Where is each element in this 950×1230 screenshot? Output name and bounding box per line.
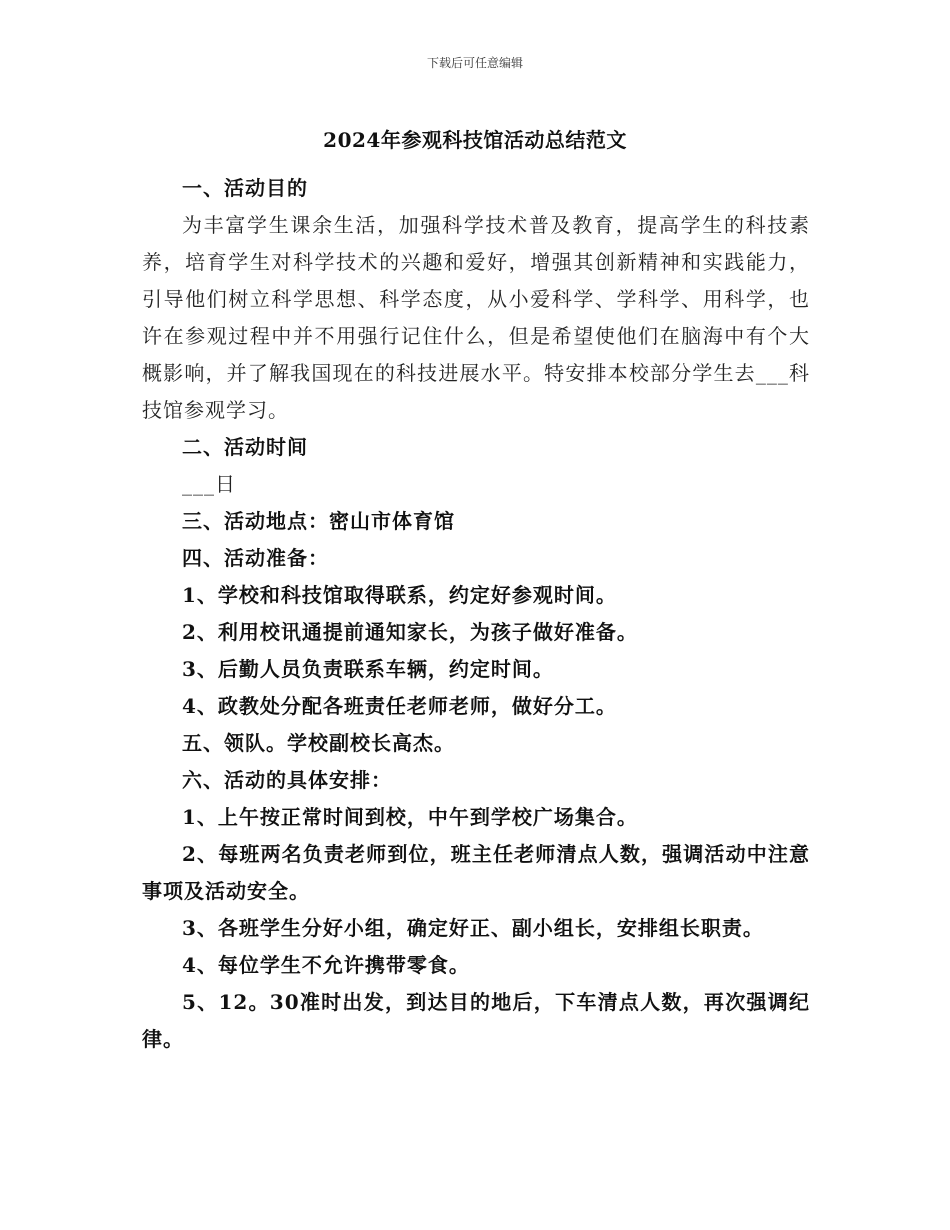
header-note: 下载后可任意编辑	[426, 56, 523, 70]
paragraph: 3、后勤人员负责联系车辆，约定时间。	[182, 657, 554, 681]
paragraph: 二、活动时间	[182, 435, 308, 459]
paragraph: 四、活动准备：	[182, 546, 329, 570]
paragraph: 三、活动地点：密山市体育馆	[182, 509, 455, 533]
paragraph: 2、利用校讯通提前通知家长，为孩子做好准备。	[182, 620, 638, 644]
document-title: 2024年参观科技馆活动总结范文	[323, 128, 627, 152]
paragraph: 一、活动目的	[182, 176, 308, 200]
paragraph: 1、上午按正常时间到校，中午到学校广场集合。	[182, 805, 638, 829]
paragraph: 3、各班学生分好小组，确定好正、副小组长，安排组长职责。	[182, 916, 764, 940]
document-body	[142, 170, 810, 1058]
paragraph: ___日	[182, 472, 236, 496]
paragraph: 2、每班两名负责老师到位，班主任老师清点人数，强调活动中注意事项及活动安全。	[142, 842, 810, 903]
paragraph: 为丰富学生课余生活，加强科学技术普及教育，提高学生的科技素养，培育学生对科学技术的兴趣和爱好，增强其创新精神和实践能力，引导他们树立科学思想、科学态度，从小爱科学、学科学、用科学，也许在参观过程中并不用强行记住什么，但是希望使他们在脑海中有个大概影响，并了解我国现在的科技进展水平。特安排本校部分学生去___科技馆参观学习。	[142, 213, 810, 422]
paragraph: 1、学校和科技馆取得联系，约定好参观时间。	[182, 583, 617, 607]
paragraph: 五、领队。学校副校长高杰。	[182, 731, 455, 755]
paragraph: 4、政教处分配各班责任老师老师，做好分工。	[182, 694, 617, 718]
paragraph: 六、活动的具体安排：	[182, 768, 392, 792]
paragraph: 4、每位学生不允许携带零食。	[182, 953, 470, 977]
paragraph: 5、12。30准时出发，到达目的地后，下车清点人数，再次强调纪律。	[142, 990, 810, 1051]
